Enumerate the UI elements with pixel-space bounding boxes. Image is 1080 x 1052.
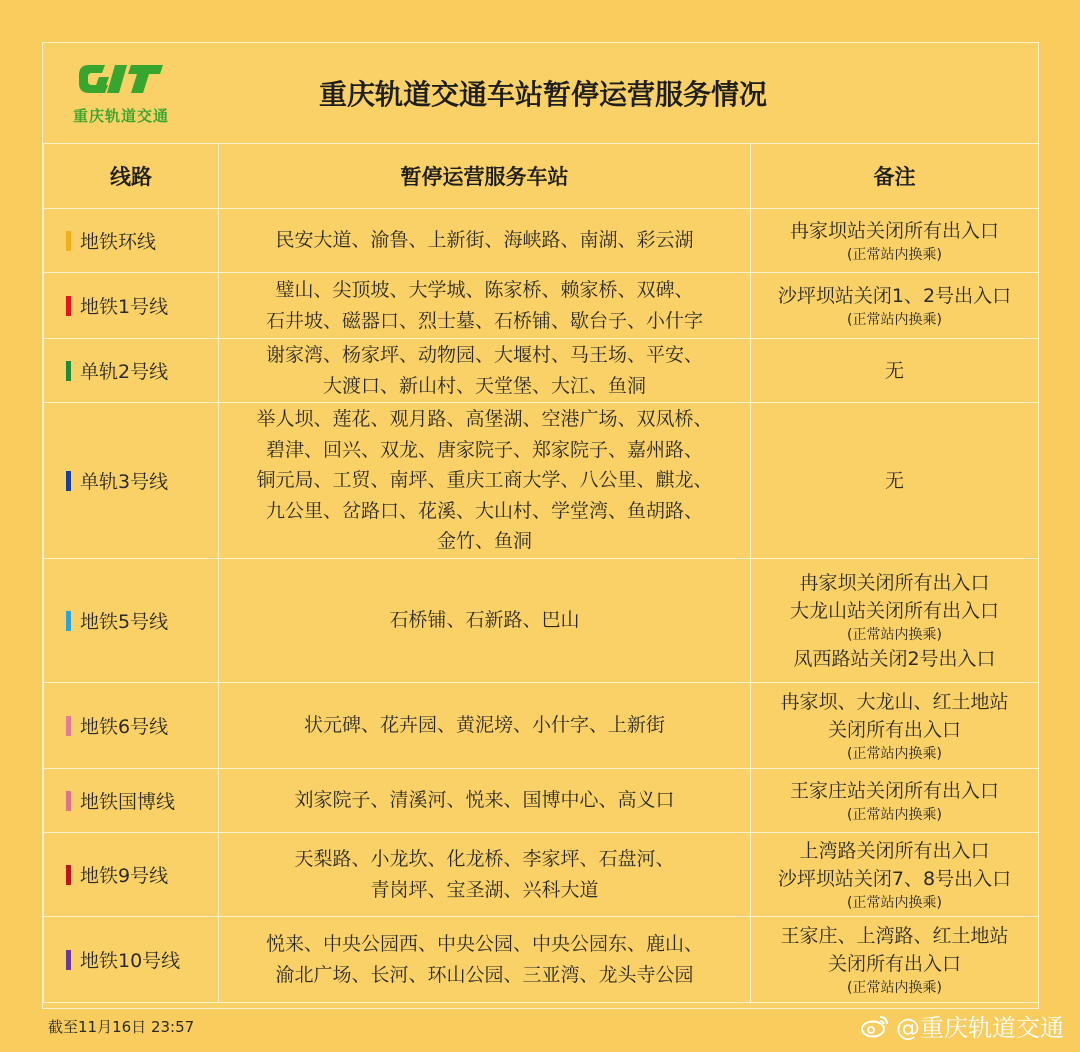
watermark-text: @重庆轨道交通	[896, 1014, 1064, 1042]
note-text: 无	[884, 469, 904, 492]
note-transfer-hint: (正常站内换乘)	[847, 626, 942, 643]
stations-cell	[219, 683, 751, 769]
line-cell	[44, 273, 219, 339]
note-text: 无	[884, 359, 904, 382]
line-name: 地铁9号线	[80, 865, 169, 887]
notes-cell	[751, 339, 1039, 403]
station-list-line: 大渡口、新山村、天堂堡、大江、鱼洞	[322, 374, 646, 397]
station-list-line: 碧津、回兴、双龙、唐家院子、郑家院子、嘉州路、	[265, 438, 703, 461]
station-list-line: 悦来、中央公园西、中央公园、中央公园东、鹿山、	[265, 933, 703, 955]
table-row	[44, 833, 1039, 917]
note-text: 王家庄站关闭所有出入口	[789, 779, 999, 802]
line-color-swatch	[66, 611, 71, 631]
line-color-swatch	[66, 865, 71, 885]
station-list-line: 石井坡、磁器口、烈士墓、石桥铺、歇台子、小什字	[265, 309, 703, 332]
update-timestamp: 截至11月16日 23:57	[48, 1018, 195, 1036]
station-list-line: 青岗坪、宝圣湖、兴科大道	[370, 878, 599, 901]
line-name: 地铁环线	[80, 231, 157, 253]
note-text: 冉家坝关闭所有出入口	[799, 571, 990, 594]
logo	[73, 61, 183, 125]
note-text: 沙坪坝站关闭7、8号出入口	[777, 867, 1012, 890]
logo-text: 重庆轨道交通	[73, 107, 170, 125]
note-text: 冉家坝站关闭所有出入口	[789, 219, 999, 242]
note-text: 沙坪坝站关闭1、2号出入口	[777, 284, 1012, 307]
note-text: 上湾路关闭所有出入口	[799, 839, 990, 862]
page-title: 重庆轨道交通车站暂停运营服务情况	[318, 78, 767, 111]
stations-cell	[219, 769, 751, 833]
notice-sheet	[42, 42, 1039, 1009]
column-header-notes: 备注	[751, 144, 1039, 209]
station-list-line: 谢家湾、杨家坪、动物园、大堰村、马王场、平安、	[265, 344, 703, 366]
notes-cell	[751, 273, 1039, 339]
notes-cell	[751, 917, 1039, 1003]
stations-cell	[219, 209, 751, 273]
stations-cell	[219, 339, 751, 403]
note-text: 凤西路站关闭2号出入口	[793, 647, 996, 670]
stations-cell	[219, 273, 751, 339]
station-list-line: 天梨路、小龙坎、化龙桥、李家坪、石盘河、	[294, 848, 675, 870]
notes-cell	[751, 683, 1039, 769]
table-row	[44, 403, 1039, 559]
line-color-swatch	[66, 296, 71, 316]
line-cell	[44, 833, 219, 917]
table-row	[44, 917, 1039, 1003]
note-transfer-hint: (正常站内换乘)	[847, 745, 942, 762]
line-name: 地铁1号线	[80, 296, 169, 318]
line-name: 地铁5号线	[80, 611, 169, 633]
notes-cell	[751, 833, 1039, 917]
stations-cell	[219, 403, 751, 559]
table-row	[44, 683, 1039, 769]
stations-cell	[219, 833, 751, 917]
note-transfer-hint: (正常站内换乘)	[847, 894, 942, 911]
line-cell	[44, 403, 219, 559]
stations-cell	[219, 559, 751, 683]
station-list-line: 民安大道、渝鲁、上新街、海峡路、南湖、彩云湖	[275, 229, 694, 252]
station-list-line: 举人坝、莲花、观月路、高堡湖、空港广场、双凤桥、	[256, 408, 713, 431]
notes-cell	[751, 559, 1039, 683]
line-name: 地铁6号线	[80, 716, 169, 738]
station-list-line: 九公里、岔路口、花溪、大山村、学堂湾、鱼胡路、	[265, 499, 703, 522]
column-header-stations: 暂停运营服务车站	[219, 144, 751, 209]
header	[43, 43, 1038, 144]
station-list-line: 金竹、鱼洞	[436, 530, 532, 553]
stations-cell	[219, 917, 751, 1003]
line-cell	[44, 917, 219, 1003]
line-cell	[44, 683, 219, 769]
line-cell	[44, 209, 219, 273]
line-name: 地铁国博线	[80, 791, 176, 813]
weibo-icon	[860, 1014, 890, 1038]
station-list-line: 璧山、尖顶坡、大学城、陈家桥、赖家桥、双碑、	[275, 279, 694, 301]
table-row	[44, 339, 1039, 403]
column-header-line: 线路	[44, 144, 219, 209]
station-list-line: 状元碑、花卉园、黄泥塝、小什字、上新街	[303, 714, 665, 737]
line-cell	[44, 339, 219, 403]
notes-cell	[751, 769, 1039, 833]
line-name: 地铁10号线	[80, 950, 181, 972]
note-transfer-hint: (正常站内换乘)	[847, 311, 942, 328]
watermark	[860, 1008, 1064, 1043]
note-transfer-hint: (正常站内换乘)	[847, 979, 942, 996]
station-list-line: 渝北广场、长河、环山公园、三亚湾、龙头寺公园	[275, 963, 694, 986]
note-text: 关闭所有出入口	[827, 718, 961, 741]
line-color-swatch	[66, 716, 71, 736]
logo-icon	[75, 61, 167, 101]
line-color-swatch	[66, 361, 71, 381]
line-cell	[44, 559, 219, 683]
station-list-line: 石桥铺、石新路、巴山	[389, 609, 580, 632]
note-text: 关闭所有出入口	[827, 952, 961, 975]
line-cell	[44, 769, 219, 833]
notes-cell	[751, 209, 1039, 273]
line-name: 单轨2号线	[80, 361, 169, 383]
note-text: 大龙山站关闭所有出入口	[789, 599, 999, 622]
line-color-swatch	[66, 231, 71, 251]
notes-cell	[751, 403, 1039, 559]
table-row	[44, 559, 1039, 683]
station-list-line: 刘家院子、清溪河、悦来、国博中心、高义口	[294, 789, 675, 812]
line-color-swatch	[66, 950, 71, 970]
note-text: 冉家坝、大龙山、红土地站	[780, 690, 1009, 713]
note-transfer-hint: (正常站内换乘)	[847, 246, 942, 263]
note-transfer-hint: (正常站内换乘)	[847, 806, 942, 823]
line-color-swatch	[66, 471, 71, 491]
table-header-row	[44, 144, 1039, 209]
suspension-table	[43, 143, 1039, 1003]
table-row	[44, 273, 1039, 339]
line-color-swatch	[66, 791, 71, 811]
note-text: 王家庄、上湾路、红土地站	[780, 924, 1009, 947]
table-row	[44, 209, 1039, 273]
station-list-line: 铜元局、工贸、南坪、重庆工商大学、八公里、麒龙、	[256, 469, 713, 492]
line-name: 单轨3号线	[80, 471, 169, 493]
table-row	[44, 769, 1039, 833]
